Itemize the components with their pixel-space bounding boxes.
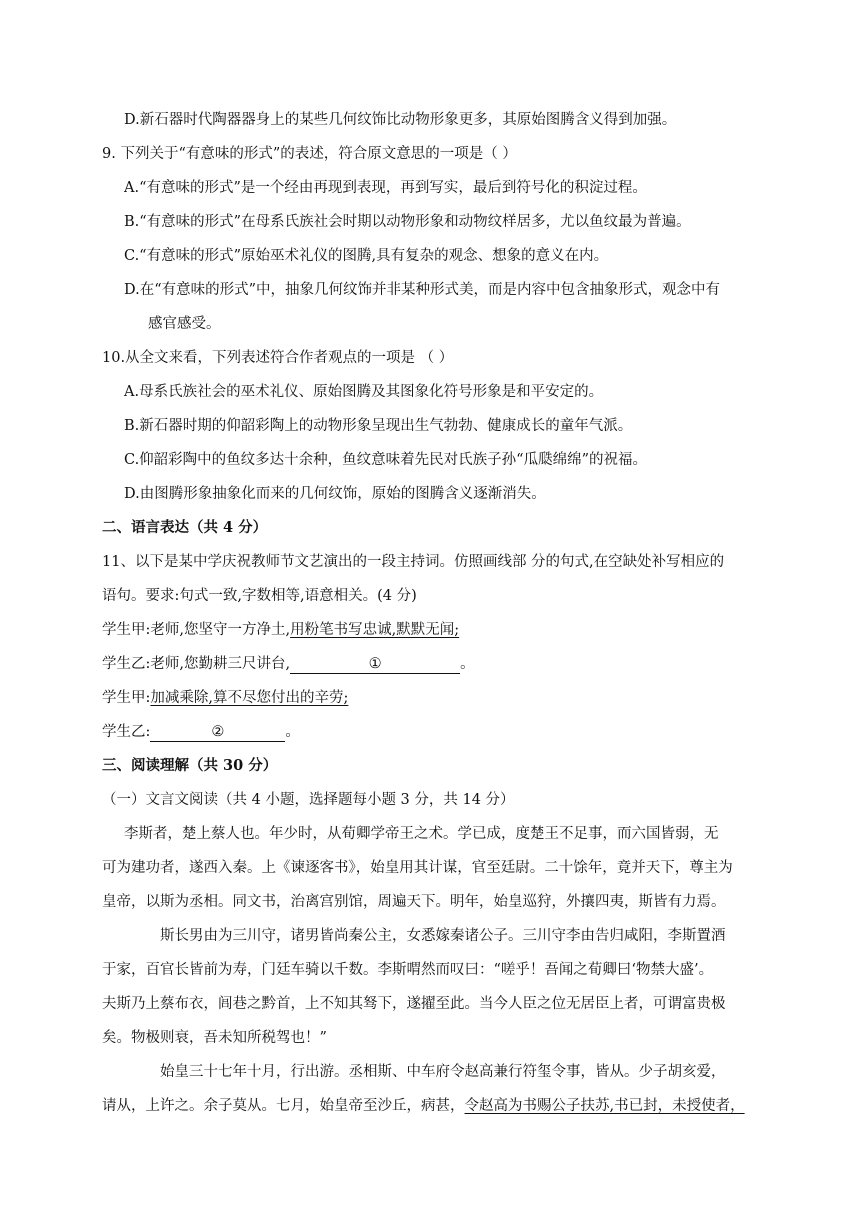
section3-subheading: （一）文言文阅读（共 4 小题，选择题每小题 3 分，共 14 分）	[102, 792, 515, 808]
speaker-text: 学生乙:	[102, 724, 151, 740]
passage-p3-line2	[102, 1096, 745, 1116]
dialogue-line-1	[102, 620, 459, 640]
q10-option-b: B.新石器时期的仰韶彩陶上的动物形象呈现出生气勃勃、健康成长的童年气派。	[124, 418, 633, 434]
q11-instructions-line1: 11、以下是某中学庆祝教师节文艺演出的一段主持词。仿照画线部 分的句式,在空缺处补写相应的	[102, 554, 725, 570]
underlined-model-sentence: 用粉笔书写忠诚,默默无闻;	[290, 622, 460, 638]
passage-p2-line1: 斯长男由为三川守，诸男皆尚秦公主，女悉嫁秦诸公子。三川守李由告归咸阳，李斯置酒	[160, 928, 726, 944]
q11-instructions-line2: 语句。要求:句式一致,字数相等,语意相关。(4 分)	[102, 588, 417, 604]
dialogue-line-4	[102, 722, 300, 742]
speaker-text: 学生乙:老师,您勤耕三尺讲台,	[102, 656, 291, 672]
speaker-text: 学生甲:老师,您坚守一方净土,	[102, 622, 291, 638]
passage-p1-line1: 李斯者，楚上蔡人也。年少时，从荀卿学帝王之术。学已成，度楚王不足事，而六国皆弱，无	[124, 826, 719, 842]
q10-option-c: C.仰韶彩陶中的鱼纹多达十余种，鱼纹意味着先民对氏族子孙“瓜瓞绵绵”的祝福。	[124, 452, 648, 468]
section3-heading: 三、阅读理解（共 30 分）	[102, 757, 278, 774]
underlined-translation-sentence: 令赵高为书赐公子扶苏,书已封，未授使者，	[464, 1098, 745, 1114]
dialogue-line-3	[102, 688, 348, 708]
section2-heading: 二、语言表达（共 4 分）	[102, 519, 268, 536]
punctuation: 。	[285, 724, 300, 740]
q8-option-d: D.新石器时代陶器器身上的某些几何纹饰比动物形象更多，其原始图腾含义得到加强。	[124, 112, 677, 128]
q10-option-a: A.母系氏族社会的巫术礼仪、原始图腾及其图象化符号形象是和平安定的。	[124, 384, 604, 400]
q9-stem: 9. 下列关于“有意味的形式”的表述，符合原文意思的一项是（ ）	[102, 146, 517, 162]
passage-p1-line2: 可为建功者，遂西入秦。上《谏逐客书》，始皇用其计谋，官至廷尉。二十馀年，竟并天下，尊主为	[102, 860, 733, 876]
answer-blank-1[interactable]: ①	[290, 655, 460, 674]
speaker-text: 学生甲:	[102, 690, 151, 706]
passage-p2-line4: 矣。物极则衰，吾未知所税驾也！”	[102, 1030, 327, 1046]
q9-option-d: D.在“有意味的形式”中，抽象几何纹饰并非某种形式美，而是内容中包含抽象形式，观念中有	[124, 282, 721, 298]
dialogue-line-2	[102, 654, 475, 674]
punctuation: 。	[460, 656, 475, 672]
q9-option-a: A.“有意味的形式”是一个经由再现到表现，再到写实，最后到符号化的积淀过程。	[124, 180, 647, 196]
passage-p1-line3: 皇帝，以斯为丞相。同文书，治离宫别馆，周遍天下。明年，始皇巡狩，外攘四夷，斯皆有力焉。	[102, 894, 726, 910]
q9-option-c: C.“有意味的形式”原始巫术礼仪的图腾,具有复杂的观念、想象的意义在内。	[124, 248, 609, 264]
q10-stem: 10.从全文来看，下列表述符合作者观点的一项是 （ ）	[102, 350, 454, 366]
answer-blank-2[interactable]: ②	[150, 723, 285, 742]
passage-p2-line2: 于家，百官长皆前为寿，门廷车骑以千数。李斯喟然而叹曰：“嗟乎！吾闻之荀卿曰‘物禁大盛’。	[102, 962, 714, 978]
q10-option-d: D.由图腾形象抽象化而来的几何纹饰，原始的图腾含义逐渐消失。	[124, 486, 546, 502]
passage-p2-line3: 夫斯乃上蔡布衣，闾巷之黔首，上不知其驽下，遂擢至此。当今人臣之位无居臣上者，可谓富贵极	[102, 996, 726, 1012]
passage-p3-line1: 始皇三十七年十月，行出游。丞相斯、中车府令赵高兼行符玺令事，皆从。少子胡亥爱，	[160, 1064, 726, 1080]
q9-option-b: B.“有意味的形式”在母系氏族社会时期以动物形象和动物纹样居多，尤以鱼纹最为普遍。	[124, 214, 691, 230]
underlined-model-sentence: 加减乘除,算不尽您付出的辛劳;	[150, 690, 349, 706]
passage-text: 请从，上许之。余子莫从。七月，始皇帝至沙丘，病甚，	[102, 1098, 465, 1114]
q9-option-d-cont: 感官感受。	[148, 316, 221, 332]
